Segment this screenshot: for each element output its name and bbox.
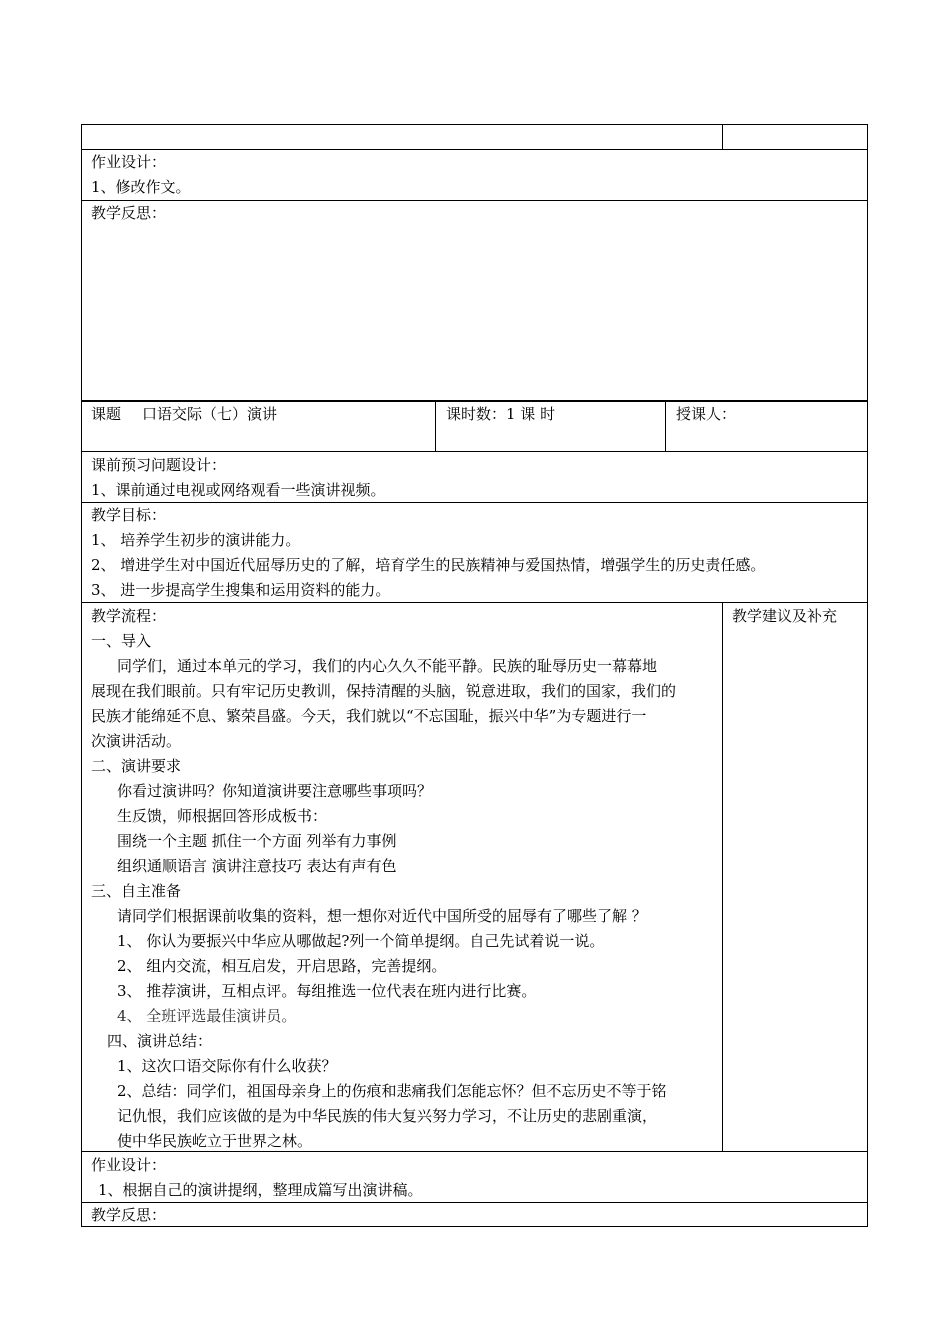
- divider: [81, 200, 868, 201]
- topic-label: 课题: [91, 405, 122, 423]
- process-title: 教学流程：: [91, 607, 167, 625]
- process-line: 次演讲活动。: [91, 732, 182, 750]
- homework-title: 作业设计：: [91, 1156, 167, 1174]
- process-line: 3、 推荐演讲，互相点评。每组推选一位代表在班内进行比赛。: [117, 982, 537, 1000]
- teacher-label: 授课人：: [676, 405, 737, 423]
- preview-title: 课前预习问题设计：: [91, 456, 227, 474]
- process-line: 2、总结：同学们，祖国母亲身上的伤痕和悲痛我们怎能忘怀？但不忘历史不等于铭: [117, 1082, 667, 1100]
- process-line: 生反馈，师根据回答形成板书：: [117, 807, 328, 825]
- divider: [665, 401, 666, 451]
- top-table-border: [81, 124, 868, 401]
- homework-item: 1、修改作文。: [91, 178, 191, 196]
- reflection-title: 教学反思：: [91, 1206, 167, 1224]
- process-line: 1、这次口语交际你有什么收获？: [117, 1057, 337, 1075]
- process-line: 4、 全班评选最佳演讲员。: [117, 1007, 297, 1025]
- objective-item: 1、 培养学生初步的演讲能力。: [91, 531, 301, 549]
- side-header: 教学建议及补充: [732, 607, 838, 625]
- topic-value: 口语交际（七）演讲: [142, 405, 278, 423]
- lesson-hours: 课时数：1 课 时: [446, 405, 556, 423]
- homework-title: 作业设计：: [91, 153, 167, 171]
- preview-item: 1、课前通过电视或网络观看一些演讲视频。: [91, 481, 386, 499]
- process-heading: 四、演讲总结：: [107, 1032, 213, 1050]
- divider: [81, 149, 868, 150]
- process-heading: 一、导入: [91, 632, 152, 650]
- divider: [722, 124, 723, 149]
- process-line: 请同学们根据课前收集的资料，想一想你对近代中国所受的屈辱有了哪些了解 ？: [117, 907, 647, 925]
- process-line: 民族才能绵延不息、繁荣昌盛。今天，我们就以“不忘国耻，振兴中华”为专题进行一: [91, 707, 647, 725]
- divider: [81, 1202, 868, 1203]
- process-line: 2、 组内交流，相互启发，开启思路，完善提纲。: [117, 957, 447, 975]
- process-line: 围绕一个主题 抓住一个方面 列举有力事例: [117, 832, 397, 850]
- reflection-title: 教学反思：: [91, 204, 167, 222]
- process-line: 记仇恨，我们应该做的是为中华民族的伟大复兴努力学习，不让历史的悲剧重演，: [117, 1107, 658, 1125]
- divider: [81, 502, 868, 503]
- process-line: 组织通顺语言 演讲注意技巧 表达有声有色: [117, 857, 397, 875]
- process-line: 使中华民族屹立于世界之林。: [117, 1132, 313, 1150]
- objectives-title: 教学目标：: [91, 506, 167, 524]
- process-line: 展现在我们眼前。只有牢记历史教训，保持清醒的头脑，锐意进取，我们的国家，我们的: [91, 682, 677, 700]
- divider: [722, 602, 723, 1151]
- process-heading: 二、演讲要求: [91, 757, 182, 775]
- process-line: 同学们，通过本单元的学习，我们的内心久久不能平静。民族的耻辱历史一幕幕地: [117, 657, 658, 675]
- divider: [81, 451, 868, 452]
- process-line: 你看过演讲吗？你知道演讲要注意哪些事项吗？: [117, 782, 433, 800]
- homework-item: 1、根据自己的演讲提纲，整理成篇写出演讲稿。: [98, 1181, 423, 1199]
- process-heading: 三、自主准备: [91, 882, 182, 900]
- objective-item: 2、 增进学生对中国近代屈辱历史的了解，培育学生的民族精神与爱国热情，增强学生的历史责任感。: [91, 556, 766, 574]
- objective-item: 3、 进一步提高学生搜集和运用资料的能力。: [91, 581, 391, 599]
- divider: [81, 602, 868, 603]
- divider: [81, 1151, 868, 1152]
- process-line: 1、 你认为要振兴中华应从哪做起?列一个简单提纲。自己先试着说一说。: [117, 932, 605, 950]
- divider: [435, 401, 436, 451]
